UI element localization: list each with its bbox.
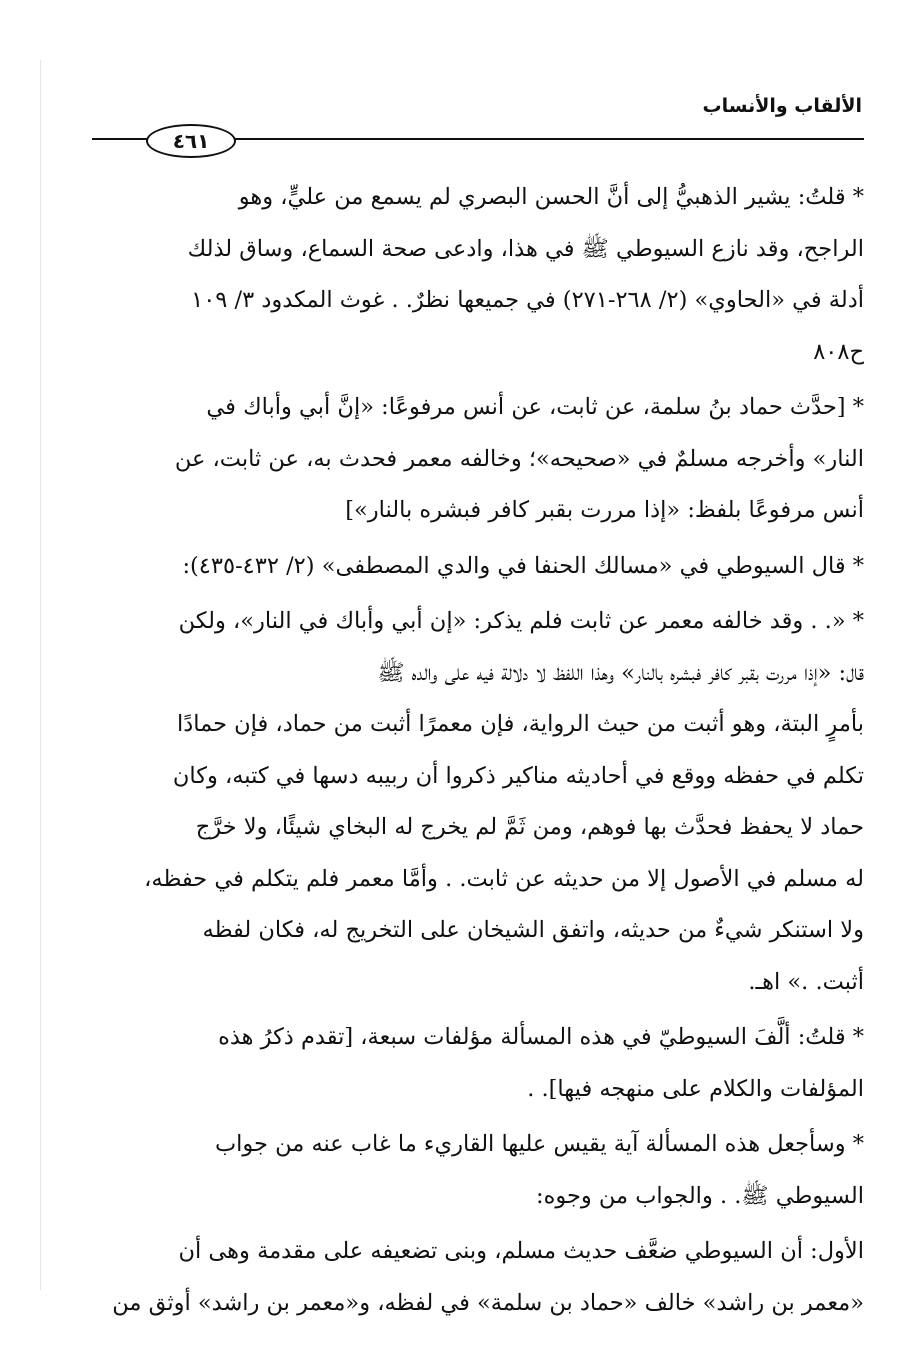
text-line: «معمر بن راشد» خالف «حماد بن سلمة» في لفظه، و«معمر بن راشد» أوثق من	[112, 1289, 864, 1316]
paragraph	[92, 596, 864, 1008]
text-line: * «. . وقد خالفه معمر عن ثابت فلم يذكر: «إن أبي وأباك في النار»، ولكن	[178, 608, 864, 634]
gutter-shadow	[40, 60, 41, 1290]
text-line: الأول: أن السيوطي ضعَّف حديث مسلم، وبنى تضعيفه على مقدمة وهى أن	[178, 1238, 864, 1264]
text-line: السيوطي ﷺ. . والجواب من وجوه:	[536, 1182, 864, 1209]
text-line: * قلتُ: يشير الذهبيُّ إلى أنَّ الحسن البصري لم يسمع من عليٍّ، وهو	[238, 184, 864, 210]
text-line: قال: «إذا مررت بقبر كافر فبشره بالنار» وهذا اللفظ لا دلالة فيه على والده ﷺ	[377, 659, 864, 686]
text-line: المؤلفات والكلام على منهجه فيها]. .	[527, 1075, 864, 1102]
text-line: له مسلم في الأصول إلا من حديثه عن ثابت. . وأمَّا معمر فلم يتكلم في حفظه،	[144, 865, 864, 892]
paragraph	[92, 541, 864, 593]
paragraph	[92, 172, 864, 378]
text-line: * وسأجعل هذه المسألة آية يقيس عليها القاريء ما غاب عنه من جواب	[215, 1131, 864, 1157]
text-line: * قال السيوطي في «مسالك الحنفا في والدي المصطفى» (٢/ ٤٣٢-٤٣٥):	[182, 552, 864, 579]
text-line: أدلة في «الحاوي» (٢/ ٢٦٨-٢٧١) في جميعها نظرٌ. . غوث المكدود ٣/ ١٠٩	[191, 287, 864, 313]
text-line: * [حدَّث حماد بنُ سلمة، عن ثابت، عن أنس مرفوعًا: «إنَّ أبي وأباك في	[206, 394, 864, 420]
paragraph	[92, 382, 864, 537]
text-line: أنس مرفوعًا بلفظ: «إذا مررت بقبر كافر فبشره بالنار»]	[345, 497, 864, 523]
body-text	[92, 172, 864, 1333]
paragraph	[92, 1012, 864, 1115]
text-line: ح٨٠٨	[813, 338, 864, 365]
text-line: بأمرٍ البتة، وهو أثبت من حيث الرواية، فإن معمرًا أثبت من حماد، فإن حمادًا	[176, 711, 864, 737]
text-line: حماد لا يحفظ فحدَّث بها فوهم، ومن ثَمَّ لم يخرج له البخاي شيئًا، ولا خرَّج	[195, 814, 864, 840]
paragraph	[92, 1119, 864, 1222]
text-line: الراجح، وقد نازع السيوطي ﷺ في هذا، وادعى صحة السماع، وساق لذلك	[187, 235, 864, 262]
running-title: الألقاب والأنساب	[702, 95, 862, 117]
text-line: أثبت. .» اهـ.	[748, 968, 864, 995]
text-line: تكلم في حفظه ووقع في أحاديثه مناكير ذكروا أن ربيبه دسها في كتبه، وكان	[172, 762, 864, 789]
page-number: ٤٦١	[146, 124, 236, 158]
paragraph	[92, 1226, 864, 1329]
text-line: النار» وأخرجه مسلمٌ في «صحيحه»؛ وخالفه معمر فحدث به، عن ثابت، عن	[174, 445, 864, 472]
text-line: * قلتُ: ألَّفَ السيوطيّ في هذه المسألة مؤلفات سبعة، [تقدم ذكرُ هذه	[218, 1024, 864, 1050]
text-line: ولا استنكر شيءٌ من حديثه، واتفق الشيخان على التخريج له، فكان لفظه	[202, 917, 864, 943]
